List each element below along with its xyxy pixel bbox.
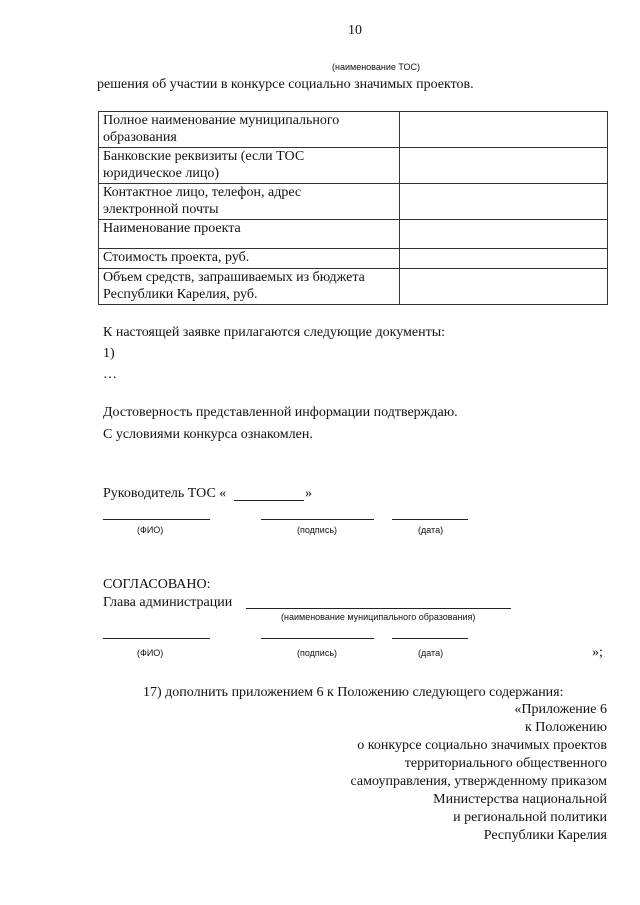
- appendix-line: «Приложение 6: [514, 702, 607, 717]
- date-caption: (дата): [418, 525, 444, 535]
- row-label: [99, 112, 400, 148]
- row-label: [99, 184, 400, 220]
- row-value-cell[interactable]: [399, 112, 608, 148]
- row-value-cell[interactable]: [399, 269, 608, 305]
- appendix-line: Министерства национальной: [433, 792, 607, 807]
- appendix-line: Республики Карелия: [483, 828, 607, 843]
- row-value-cell[interactable]: [399, 220, 608, 249]
- fio-blank[interactable]: [103, 519, 210, 520]
- appendix-line: о конкурсе социально значимых проектов: [357, 738, 607, 753]
- row-label-line: образования: [103, 130, 177, 145]
- row-label: [99, 249, 400, 269]
- row-value-cell[interactable]: [399, 249, 608, 269]
- tos-head-close: »: [305, 486, 312, 501]
- row-label-line: Республики Карелия, руб.: [103, 287, 258, 302]
- row-label: [99, 220, 400, 249]
- attachments-intro: К настоящей заявке прилагаются следующие документы:: [103, 325, 445, 340]
- fio-caption: (ФИО): [137, 525, 164, 535]
- application-table: [98, 111, 608, 305]
- attachment-ellipsis: …: [103, 367, 117, 382]
- table-row: [99, 269, 608, 305]
- approval-fio-blank[interactable]: [103, 638, 210, 639]
- confirm-line-2: С условиями конкурса ознакомлен.: [103, 427, 313, 442]
- row-label-line: Полное наименование муниципального: [103, 113, 340, 128]
- decision-line: решения об участии в конкурсе социально значимых проектов.: [97, 77, 474, 92]
- head-admin-label: Глава администрации: [103, 595, 233, 610]
- row-label-line: Банковские реквизиты (если ТОС: [103, 149, 305, 164]
- amendment-text: 17) дополнить приложением 6 к Положению следующего содержания:: [143, 685, 564, 700]
- appendix-line: территориального общественного: [404, 756, 607, 771]
- approval-signature-caption: (подпись): [297, 648, 338, 658]
- row-label: [99, 269, 400, 305]
- confirm-line-1: Достоверность представленной информации подтверждаю.: [103, 405, 458, 420]
- row-label-line: Наименование проекта: [103, 221, 241, 236]
- table-row: [99, 249, 608, 269]
- municipality-blank[interactable]: [246, 608, 511, 609]
- appendix-line: самоуправления, утвержденному приказом: [350, 774, 607, 789]
- row-label-line: юридическое лицо): [103, 166, 219, 181]
- appendix-line: к Положению: [524, 720, 607, 735]
- approval-date-caption: (дата): [418, 648, 444, 658]
- signature-caption: (подпись): [297, 525, 338, 535]
- table-row: [99, 112, 608, 148]
- tos-caption: (наименование ТОС): [332, 62, 420, 72]
- row-label-line: электронной почты: [103, 202, 219, 217]
- appendix-line: и региональной политики: [453, 810, 607, 825]
- row-label-line: Стоимость проекта, руб.: [103, 250, 250, 265]
- approval-signature-blank[interactable]: [261, 638, 374, 639]
- approval-date-blank[interactable]: [392, 638, 468, 639]
- row-label: [99, 148, 400, 184]
- row-value-cell[interactable]: [399, 184, 608, 220]
- municipality-caption: (наименование муниципального образования): [281, 612, 476, 622]
- signature-blank[interactable]: [261, 519, 374, 520]
- row-value-cell[interactable]: [399, 148, 608, 184]
- quote-end-mark: »;: [592, 645, 603, 660]
- row-label-line: Контактное лицо, телефон, адрес: [103, 185, 302, 200]
- tos-head-label: Руководитель ТОС «: [103, 486, 227, 501]
- tos-name-blank[interactable]: [234, 500, 304, 501]
- table-row: [99, 148, 608, 184]
- row-label-line: Объем средств, запрашиваемых из бюджета: [103, 270, 365, 285]
- date-blank[interactable]: [392, 519, 468, 520]
- attachment-item-1: 1): [103, 346, 115, 361]
- page-number: 10: [348, 23, 362, 38]
- approval-title: СОГЛАСОВАНО:: [103, 577, 211, 592]
- table-row: [99, 184, 608, 220]
- table-row: [99, 220, 608, 249]
- approval-fio-caption: (ФИО): [137, 648, 164, 658]
